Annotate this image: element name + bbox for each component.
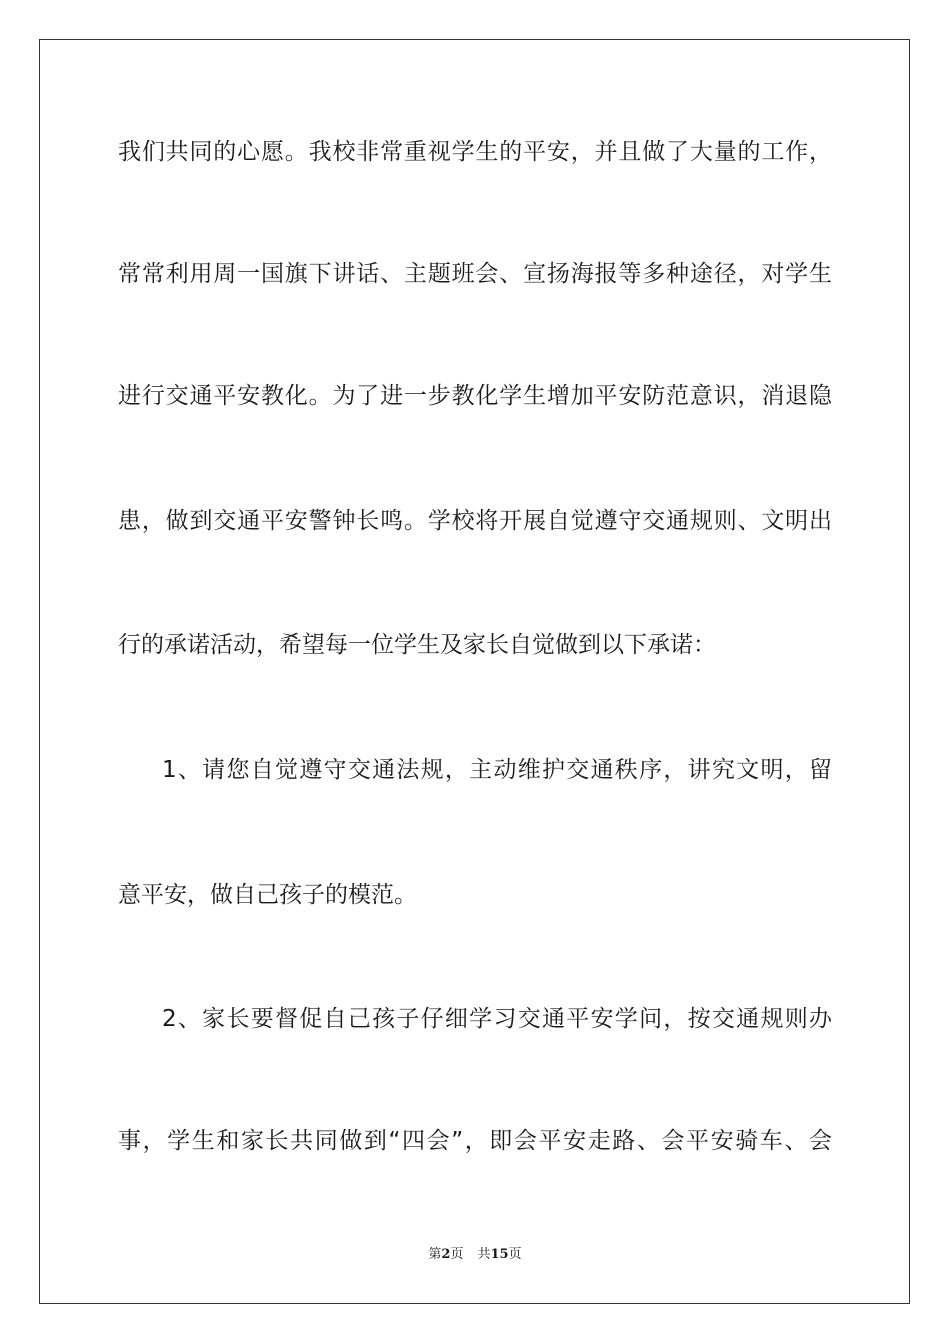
paragraph-line-1: 我们共同的心愿。我校非常重视学生的平安，并且做了大量的工作，	[118, 139, 832, 165]
page-border	[39, 39, 910, 1304]
page-prefix: 第	[428, 1247, 442, 1262]
list-item-1-line-2: 意平安，做自己孩子的模范。	[118, 882, 417, 908]
list-item-1-line-1: 1、请您自觉遵守交通法规，主动维护交通秩序，讲究文明，留	[162, 757, 832, 783]
page-number: 2	[441, 1247, 451, 1262]
list-item-2-line-2: 事，学生和家长共同做到“四会”，即会平安走路、会平安骑车、会	[118, 1128, 832, 1154]
total-pages: 15	[490, 1247, 509, 1262]
paragraph-line-4: 患，做到交通平安警钟长鸣。学校将开展自觉遵守交通规则、文明出	[118, 508, 832, 534]
paragraph-line-5: 行的承诺活动，希望每一位学生及家长自觉做到以下承诺：	[118, 632, 716, 658]
total-suffix: 页	[508, 1247, 522, 1262]
page-footer	[0, 1246, 950, 1264]
total-prefix: 共	[477, 1247, 491, 1262]
paragraph-line-2: 常常利用周一国旗下讲话、主题班会、宣扬海报等多种途径，对学生	[118, 261, 832, 287]
paragraph-line-3: 进行交通平安教化。为了进一步教化学生增加平安防范意识，消退隐	[118, 383, 832, 409]
list-item-2-line-1: 2、家长要督促自己孩子仔细学习交通平安学问，按交通规则办	[162, 1006, 832, 1032]
page-suffix: 页	[450, 1247, 464, 1262]
